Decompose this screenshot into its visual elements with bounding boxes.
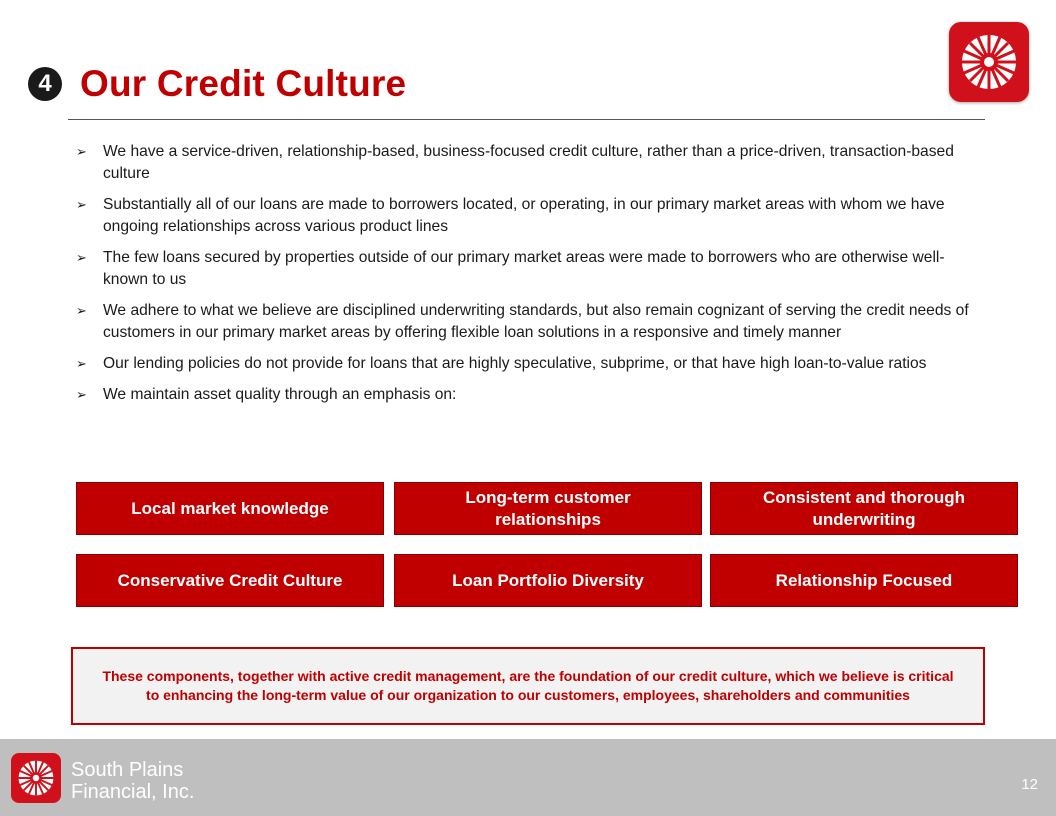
emphasis-box-underwriting: Consistent and thorough underwriting xyxy=(710,482,1018,535)
arrow-bullet-icon: ➢ xyxy=(76,197,87,212)
arrow-bullet-icon: ➢ xyxy=(76,144,87,159)
title-divider xyxy=(68,119,985,120)
summary-callout xyxy=(71,647,985,725)
list-item: ➢ Substantially all of our loans are made to borrowers located, or operating, in our primary market areas with whom we have ongoing relationships across various product lines xyxy=(76,196,945,235)
list-item: ➢ We adhere to what we believe are disciplined underwriting standards, but also remain cognizant of serving the credit needs of customers in our primary market areas by offering flexible loan solutions in a responsive and timely manner xyxy=(76,302,969,341)
emphasis-box-long-term-relationships: Long-term customer relationships xyxy=(394,482,702,535)
summary-callout-text: These components, together with active credit management, are the foundation of our credit culture, which we believe is critical to enhancing the long-term value of our organization to our customers, employees, shareholders and communities xyxy=(102,668,954,703)
list-item: ➢ We have a service-driven, relationship-based, business-focused credit culture, rather than a price-driven, transaction-based culture xyxy=(76,143,954,182)
emphasis-box-local-market: Local market knowledge xyxy=(76,482,384,535)
emphasis-box-portfolio-diversity: Loan Portfolio Diversity xyxy=(394,554,702,607)
title-row xyxy=(28,62,406,106)
emphasis-box-relationship-focused: Relationship Focused xyxy=(710,554,1018,607)
footer-bar xyxy=(0,739,1056,816)
list-item: ➢ The few loans secured by properties outside of our primary market areas were made to borrowers who are otherwise well-known to us xyxy=(76,249,945,288)
company-logo-icon xyxy=(11,753,61,803)
company-logo-icon xyxy=(949,22,1029,102)
page-title: Our Credit Culture xyxy=(80,63,407,104)
list-item: ➢ We maintain asset quality through an emphasis on: xyxy=(76,384,986,406)
arrow-bullet-icon: ➢ xyxy=(76,303,87,318)
arrow-bullet-icon: ➢ xyxy=(76,387,87,402)
bullet-list xyxy=(76,141,986,415)
emphasis-box-conservative-culture: Conservative Credit Culture xyxy=(76,554,384,607)
section-number-badge: 4 xyxy=(28,67,62,101)
company-name: South Plains Financial, Inc. xyxy=(71,759,195,803)
list-item: ➢ Our lending policies do not provide for loans that are highly speculative, subprime, or that have high loan-to-value ratios xyxy=(76,353,986,375)
arrow-bullet-icon: ➢ xyxy=(76,356,87,371)
page-number: 12 xyxy=(1021,776,1038,793)
arrow-bullet-icon: ➢ xyxy=(76,250,87,265)
